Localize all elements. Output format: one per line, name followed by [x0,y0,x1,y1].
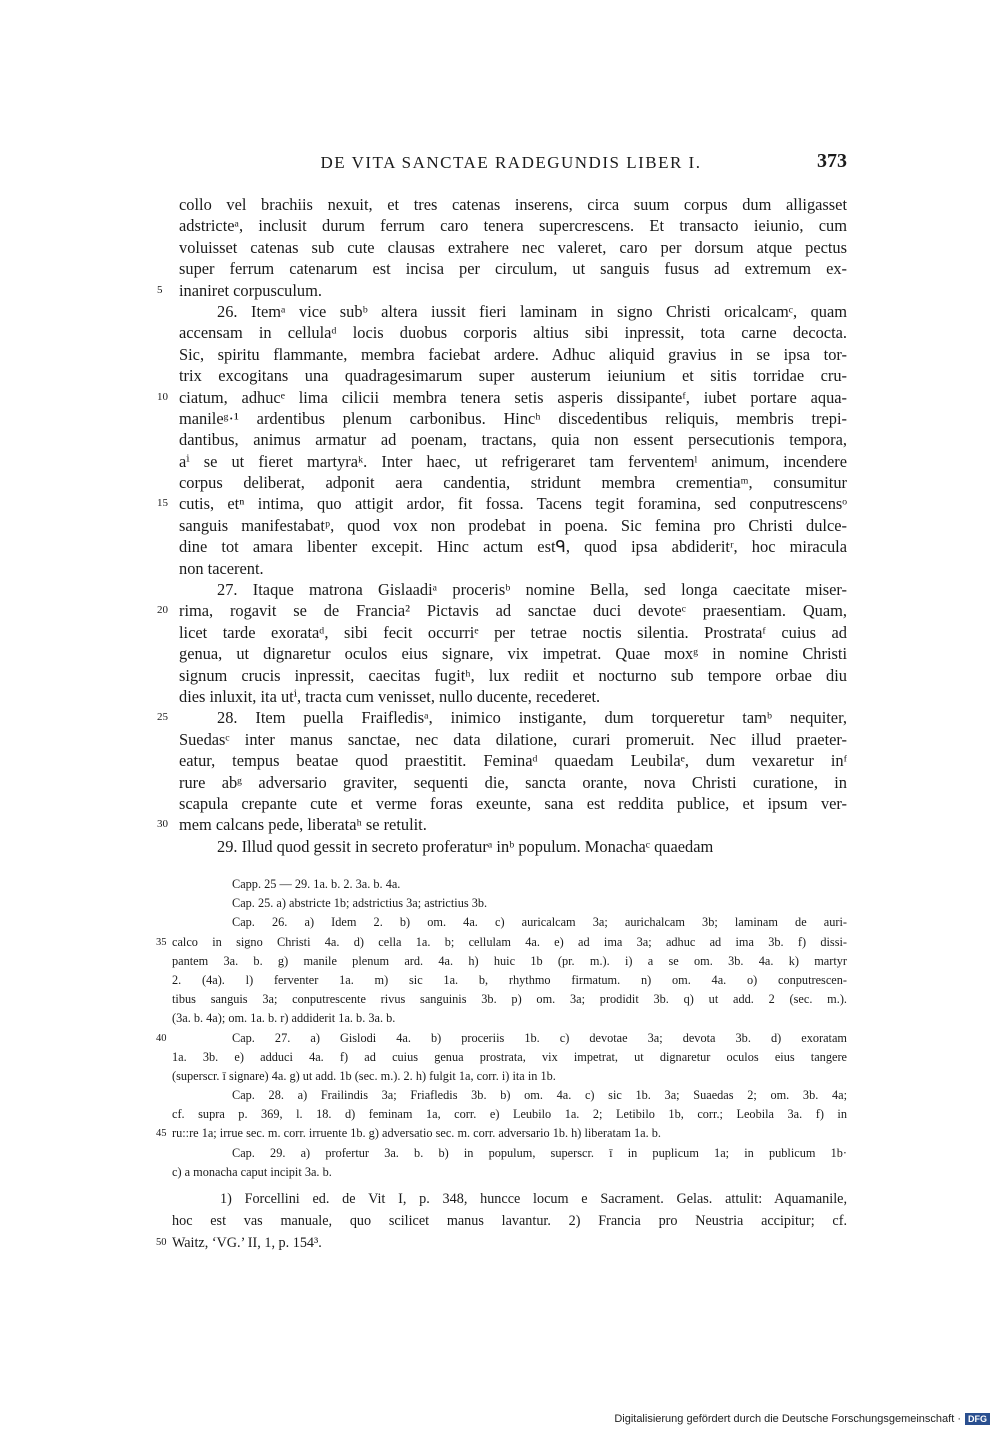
footnote-line-text: hoc est vas manuale, quo scilicet manus lavantur. 2) Francia pro Neustria accipitur; cf. [172,1213,847,1229]
apparatus-line-text: c) a monacha caput incipit 3a. b. [172,1164,332,1179]
text-line-text: scapula crepante cute et verme foras exeunte, sana est reddita publice, et ipsum ver- [179,793,847,813]
apparatus-line [172,913,847,932]
text-line-text: sanguis manifestabatᵖ, quod vox non prodebat in poena. Sic femina pro Christi dulce- [179,515,847,535]
apparatus-line-text: 1a. 3b. e) adduci 4a. f) ad cuius genua prostrata, vix impetrat, ut dignaretur oculos eius tangere [172,1049,847,1064]
apparatus-line-text: Cap. 28. a) Frailindis 3a; Friafledis 3b. b) om. 4a. c) sic 1b. 3a; Suaedas 2; om. 3b. 4a; [232,1088,847,1103]
line-number: 10 [157,390,168,403]
text-line [179,793,847,814]
text-line-text: accensam in cellulaᵈ locis duobus corporis altius sibi inpressit, tota carne decocta. [179,323,847,343]
apparatus-line [172,1086,847,1105]
apparatus-line-text: tibus sanguis 3a; conputrescente rivus sanguinis 3b. p) om. 3a; prodidit 3b. q) ut add. 2 (sec. m.). [172,992,847,1007]
main-text [157,194,847,857]
apparatus-line [172,875,847,894]
apparatus-line [156,933,847,952]
apparatus-line [156,1124,847,1143]
footnote-line-text: 1) Forcellini ed. de Vit I, p. 348, huncce locum e Sacrament. Gelas. attulit: Aquamanile, [220,1191,847,1207]
text-line-text: inaniret corpusculum. [179,280,322,300]
text-line [179,579,847,600]
text-line-text: Sic, spiritu flammante, membra faciebat ardere. Adhuc aliquid gravius in se ipsa tor- [179,344,847,364]
text-line-text: 26. Itemᵃ vice subᵇ altera iussit fieri laminam in signo Christi oricalcamᶜ, quam [217,301,847,321]
text-line [179,622,847,643]
text-line-text: ciatum, adhucᵉ lima cilicii membra tenera setis asperis dissipanteᶠ, iubet portare aqua- [179,387,847,407]
text-line [179,729,847,750]
text-line-text: dantibus, animus armatur ad poenam, tractans, quia non essent persecutionis tempora, [179,430,847,450]
text-line-text: rima, rogavit se de Francia² Pictavis ad sanctae duci devoteᶜ praesentiam. Quam, [179,601,847,621]
apparatus-line [172,894,847,913]
line-number: 40 [156,1032,167,1044]
footnote-line [156,1232,847,1254]
apparatus-line-text: Cap. 25. a) abstricte 1b; adstrictius 3a; astrictius 3b. [232,896,488,911]
footnote-line [172,1188,847,1210]
apparatus-line-text: pantem 3a. b. g) manile plenum ard. 4a. h) huic 1b (pr. m.). i) a se om. 3b. 4a. k) martyr [172,953,847,968]
running-title: DE VITA SANCTAE RADEGUNDIS LIBER I. [320,153,702,172]
text-line-text: collo vel brachiis nexuit, et tres catenas inserens, circa suum corpus dum alligasset [179,195,847,214]
text-line [179,750,847,771]
text-line-text: manileᵍ·¹ ardentibus plenum carbonibus. Hincʰ discedentibus reliquis, membris trepi- [179,408,847,428]
apparatus-line-text: ru::re 1a; irrue sec. m. corr. irruente 1b. g) adversatio sec. m. corr. adversario 1b. h) liberatam 1a. b. [172,1126,661,1141]
apparatus-line [172,971,847,990]
text-line [179,472,847,493]
text-line-text: 28. Item puella Fraifledisᵃ, inimico instigante, dum torqueretur tamᵇ nequiter, [217,708,847,728]
text-line-text: licet tarde exorataᵈ, sibi fecit occurriᵉ per tetrae noctis silentia. Prostrataᶠ cuius ad [179,622,847,642]
text-line [179,215,847,236]
text-line-text: rure abᵍ adversario graviter, sequenti die, sancta orante, nova Christi curatione, in [179,772,847,792]
text-line-text: cutis, etⁿ intima, quo attigit ardor, fit fossa. Tacens tegit foramina, sed conputrescensᵒ [179,494,847,514]
footnote-line-text: Waitz, ‘VG.’ II, 1, p. 154³. [172,1235,322,1251]
text-line-text: eatur, tempus beatae quod praestitit. Feminaᵈ quaedam Leubilaᵉ, dum vexaretur inᶠ [179,751,847,771]
line-number: 5 [157,283,163,296]
text-line [157,280,847,301]
apparatus-line [172,1105,847,1124]
text-line [179,429,847,450]
text-line-text: non tacerent. [179,558,264,578]
apparatus-line [172,1048,847,1067]
text-line [179,408,847,429]
digitization-credit [614,1413,990,1425]
text-line-text: adstricteᵃ, inclusit durum ferrum caro tenera supercrescens. Et transacto ieiunio, cum [179,216,847,236]
apparatus-line-text: 2. (4a). l) ferventer 1a. m) sic 1a. b, rhythmo firmatum. n) om. 4a. o) conputrescen- [172,972,847,987]
line-number: 45 [156,1128,167,1140]
text-line [179,301,847,322]
text-line [179,258,847,279]
critical-apparatus [156,875,847,1182]
apparatus-line [172,1144,847,1163]
line-number: 20 [157,604,168,617]
apparatus-line-text: (3a. b. 4a); om. 1a. b. r) addiderit 1a. b. 3a. b. [172,1011,396,1026]
footnotes [156,1188,847,1254]
text-line [179,643,847,664]
text-line-text: signum crucis inpressit, caecitas fugitʰ, lux rediit et nocturno sub tempore orbae diu [179,665,847,685]
text-line [157,814,847,835]
text-line-text: aⁱ se ut fieret martyraᵏ. Inter haec, ut refrigeraret tam ferventemˡ animum, incendere [179,451,847,471]
text-line [179,451,847,472]
apparatus-line [172,1067,847,1086]
apparatus-line-text: Cap. 26. a) Idem 2. b) om. 4a. c) auricalcam 3a; aurichalcam 3b; laminam de auri- [232,915,847,930]
text-line-text: voluisset catenas sub cute clausas extrahere nec valeret, caro per dorsum atque pectus [179,237,847,257]
apparatus-line-text: Cap. 29. a) profertur 3a. b. b) in populum, superscr. ī in puplicum 1a; in publicum 1b· [232,1145,847,1160]
text-line-text: genua, ut dignaretur oculos eius signare, vix impetrat. Quae moxᵍ in nomine Christi [179,644,847,664]
running-header [175,150,847,177]
text-line [157,493,847,514]
text-line [179,322,847,343]
credit-text: Digitalisierung gefördert durch die Deutsche Forschungsgemeinschaft · [614,1413,961,1425]
apparatus-line [172,990,847,1009]
text-line [157,387,847,408]
text-line-text: Suedasᶜ inter manus sanctae, nec data dilatione, curari promeruit. Nec illud praeter- [179,729,847,749]
text-line [179,558,847,579]
text-line [179,365,847,386]
text-line-text: 29. Illud quod gessit in secreto proferaturᵃ inᵇ populum. Monachaᶜ quaedam [217,836,714,856]
text-line-text: dine tot amara libenter excepit. Hinc actum estᑫ, quod ipsa abdideritʳ, hoc miracula [179,537,847,557]
text-line [179,836,847,857]
page-number: 373 [817,150,847,172]
footnote-line [172,1210,847,1232]
apparatus-line-text: (superscr. ī signare) 4a. g) ut add. 1b (sec. m.). 2. h) fulgit 1a, corr. i) ita in 1b. [172,1068,556,1083]
text-line [179,686,847,707]
text-line [179,515,847,536]
line-number: 25 [157,711,168,724]
apparatus-line-text: Cap. 27. a) Gislodi 4a. b) proceriis 1b. c) devotae 3a; devota 3b. d) exoratam [232,1030,847,1045]
apparatus-line-text: Capp. 25 — 29. 1a. b. 2. 3a. b. 4a. [232,877,401,891]
text-line-text: corpus deliberat, adponit aera candentia, stridunt membra crementiaᵐ, consumitur [179,473,847,493]
text-line [179,536,847,557]
text-line [179,665,847,686]
text-line-text: super ferrum catenarum est incisa per circulum, ut sanguis fusus ad extremum ex- [179,259,847,279]
apparatus-line [156,1029,847,1048]
apparatus-line-text: calco in signo Christi 4a. d) cella 1a. b; cellulam 4a. e) ad ima 3a; adhuc ad ima 3b. f) dissi- [172,934,847,949]
text-line [179,194,847,215]
text-line [179,344,847,365]
text-line-text: dies inluxit, ita utⁱ, tracta cum venisset, nullo ducente, recederet. [179,686,601,706]
text-line-text: mem calcans pede, liberataʰ se retulit. [179,815,427,835]
text-line-text: trix excogitans una quadragesimarum super austerum ieiunium et sitis torridae cru- [179,366,847,386]
line-number: 50 [156,1237,167,1248]
line-number: 35 [156,936,167,948]
text-line [157,600,847,621]
dfg-logo: DFG [965,1413,990,1425]
text-line [179,772,847,793]
apparatus-line [172,1009,847,1028]
apparatus-line [172,952,847,971]
text-line [179,237,847,258]
text-line [157,707,847,728]
apparatus-line-text: cf. supra p. 369, l. 18. d) feminam 1a, corr. e) Leubilo 1a. 2; Letibilo 1b, corr.; Leobila 3a. f) in [172,1107,847,1122]
text-line-text: 27. Itaque matrona Gislaadiᵃ procerisᵇ nomine Bella, sed longa caecitate miser- [217,580,847,600]
line-number: 15 [157,497,168,510]
line-number: 30 [157,818,168,831]
apparatus-line [172,1163,847,1182]
